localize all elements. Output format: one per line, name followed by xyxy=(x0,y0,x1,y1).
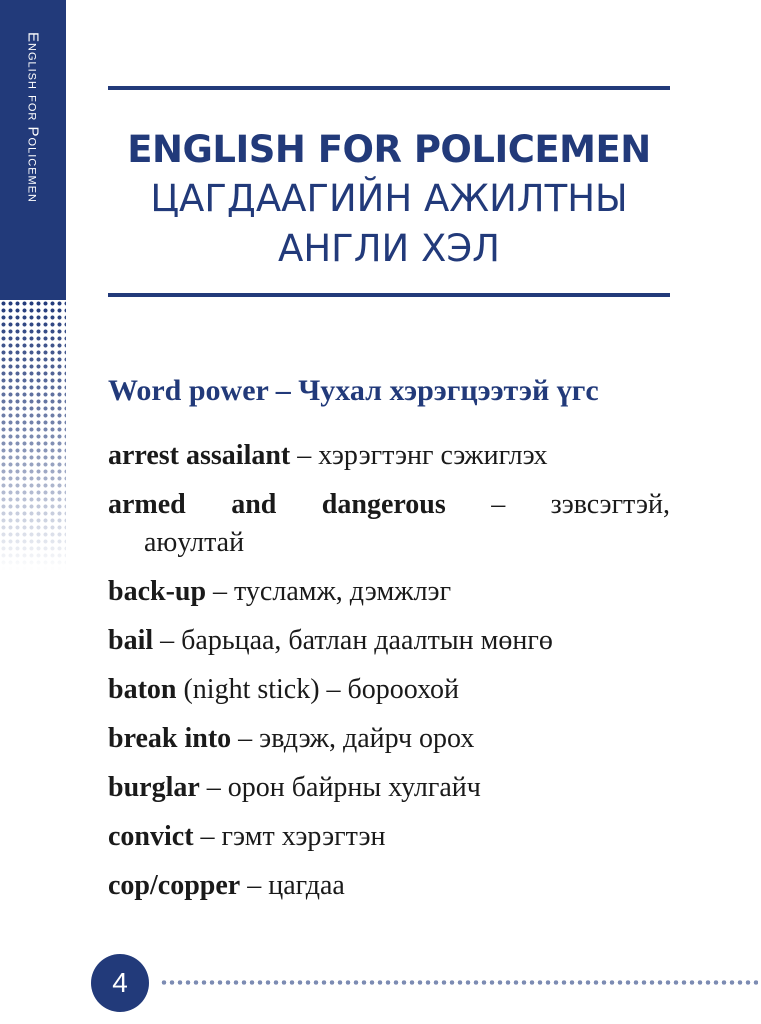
vocab-entry xyxy=(108,572,670,612)
vocab-entry xyxy=(108,719,670,759)
vocab-term: cop/copper xyxy=(108,870,241,901)
vocab-entry xyxy=(108,670,670,710)
vocab-definition: – эвдэж, дайрч орох xyxy=(231,723,475,754)
vocabulary-list xyxy=(108,436,670,915)
vocab-dash: – xyxy=(491,489,506,520)
vocab-term-word: and xyxy=(231,489,277,520)
vocab-term-word: dangerous xyxy=(321,489,446,520)
side-running-title: English for Policemen xyxy=(24,32,42,203)
vocab-entry xyxy=(108,768,670,808)
vocab-term: convict xyxy=(108,821,194,852)
title-mongolian-line1: ЦАГДААГИЙН АЖИЛТНЫ xyxy=(150,177,628,220)
vocab-definition: зэвсэгтэй, xyxy=(550,489,670,520)
vocab-entry xyxy=(108,485,670,525)
side-halftone-pattern xyxy=(0,300,66,570)
vocab-definition: – хэрэгтэнг сэжиглэх xyxy=(290,440,548,471)
page-number: 4 xyxy=(91,954,149,1012)
vocab-entry xyxy=(108,621,670,661)
vocab-term: break into xyxy=(108,723,232,754)
vocab-definition: (night stick) – бороохой xyxy=(176,674,460,705)
vocab-term: baton xyxy=(108,674,177,705)
dotted-footer-line xyxy=(160,980,758,985)
vocab-definition-continued: аюултай xyxy=(144,527,245,558)
section-heading: Word power – Чухал хэрэгцээтэй үгс xyxy=(108,374,599,407)
vocab-definition: – барьцаа, батлан даалтын мөнгө xyxy=(153,625,553,656)
title-mongolian-line2: АНГЛИ ХЭЛ xyxy=(278,227,500,270)
vocab-term-word: armed xyxy=(108,489,186,520)
side-band xyxy=(0,0,66,300)
vocab-term: bail xyxy=(108,625,154,656)
vocab-definition: – тусламж, дэмжлэг xyxy=(206,576,452,607)
vocab-term: burglar xyxy=(108,772,200,803)
vocab-entry xyxy=(108,436,670,476)
vocab-definition: – орон байрны хулгайч xyxy=(199,772,481,803)
vocab-term: back-up xyxy=(108,576,207,607)
vocab-entry xyxy=(108,866,670,906)
vocab-term: arrest assailant xyxy=(108,440,291,471)
title-block xyxy=(108,126,670,274)
title-top-rule xyxy=(108,86,670,90)
title-english: ENGLISH FOR POLICEMEN xyxy=(127,128,651,171)
title-bottom-rule xyxy=(108,293,670,297)
vocab-entry xyxy=(108,817,670,857)
vocab-definition: – цагдаа xyxy=(240,870,345,901)
vocab-definition: – гэмт хэрэгтэн xyxy=(193,821,386,852)
